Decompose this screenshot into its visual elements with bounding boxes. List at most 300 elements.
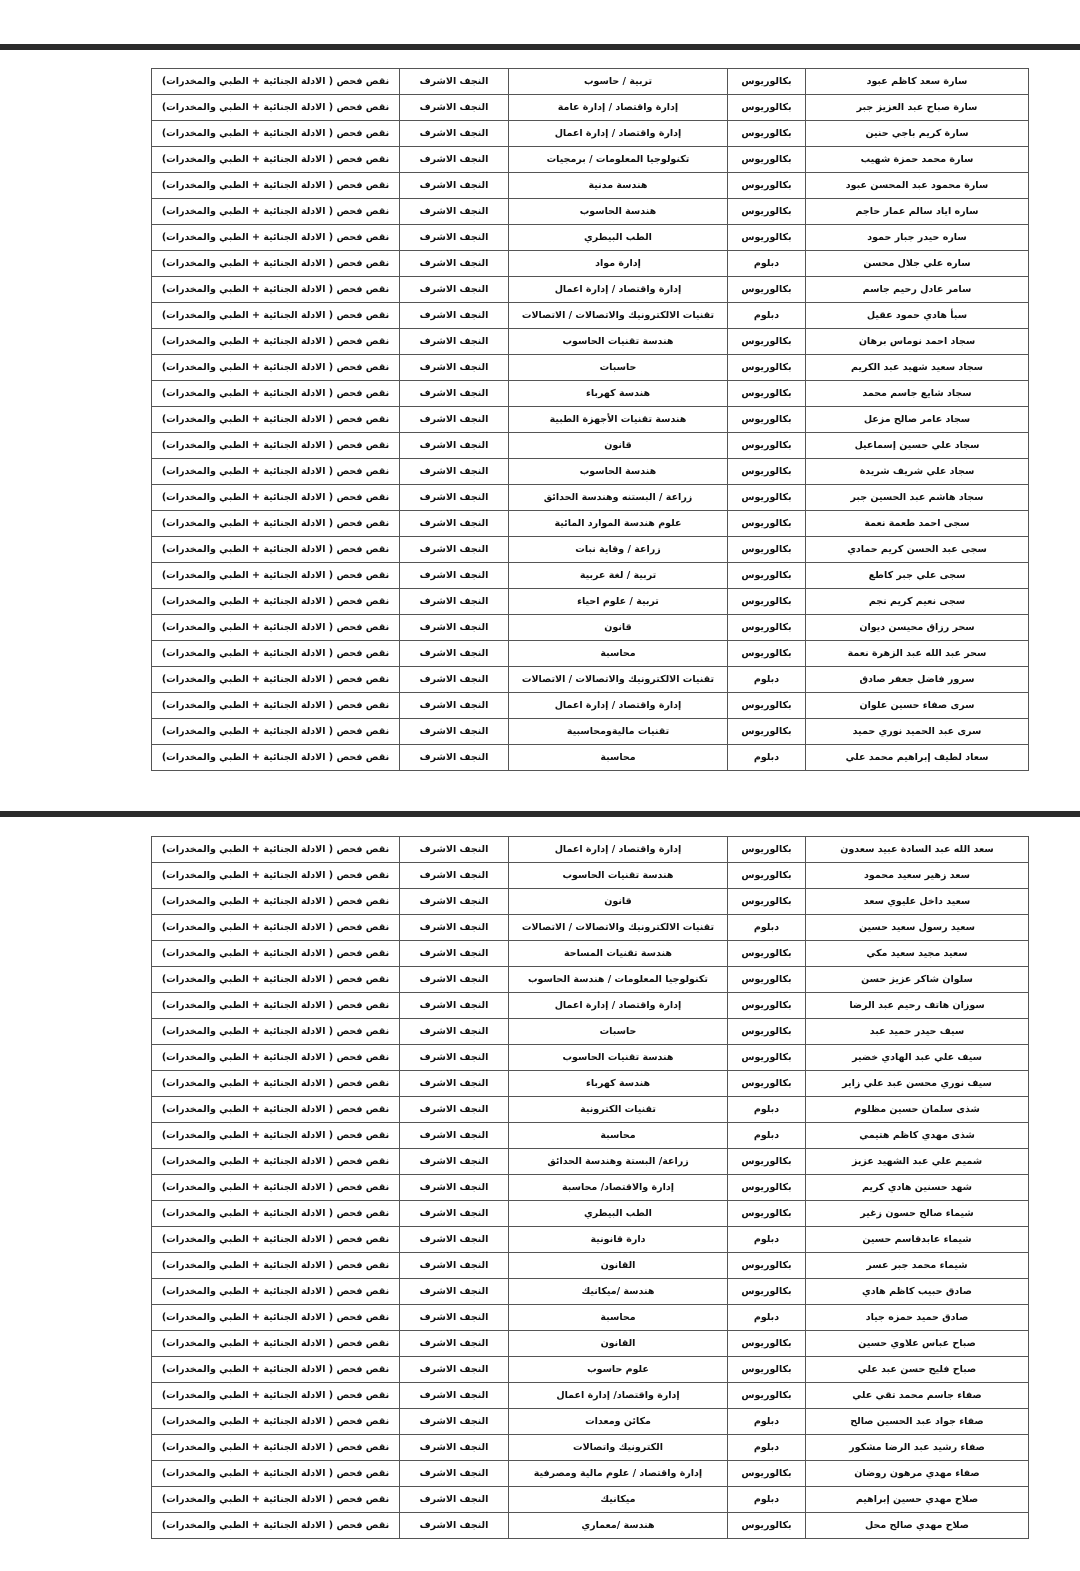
table-row xyxy=(152,303,1029,329)
specialization-cell: محاسبة xyxy=(509,1305,728,1331)
table-row xyxy=(152,1409,1029,1435)
name-cell: شيماء عابدقاسم حسين xyxy=(806,1227,1029,1253)
specialization-cell: تقنيات الالكترونيك والاتصالات / الاتصالات xyxy=(509,303,728,329)
reason-cell: نقص فحص ( الادلة الجنائية + الطبي والمخدرات) xyxy=(152,1071,400,1097)
governorate-cell: النجف الاشرف xyxy=(400,1227,509,1253)
specialization-cell: حاسبات xyxy=(509,1019,728,1045)
specialization-cell: هندسة تقنيات الحاسوب xyxy=(509,863,728,889)
specialization-cell: إدارة والاقتصاد/ محاسبة xyxy=(509,1175,728,1201)
governorate-cell: النجف الاشرف xyxy=(400,1305,509,1331)
name-cell: سبأ هادي حمود عقيل xyxy=(806,303,1029,329)
specialization-cell: زراعة / وقاية نبات xyxy=(509,537,728,563)
table-row xyxy=(152,1253,1029,1279)
governorate-cell: النجف الاشرف xyxy=(400,121,509,147)
governorate-cell: النجف الاشرف xyxy=(400,837,509,863)
name-cell: سرى عبد الحميد نوري حميد xyxy=(806,719,1029,745)
degree-cell: بكالوريوس xyxy=(728,1357,806,1383)
governorate-cell: النجف الاشرف xyxy=(400,563,509,589)
degree-cell: بكالوريوس xyxy=(728,1383,806,1409)
name-cell: ساره اياد سالم عمار حاجم xyxy=(806,199,1029,225)
table-row xyxy=(152,225,1029,251)
name-cell: سرور فاضل جعفر صادق xyxy=(806,667,1029,693)
degree-cell: بكالوريوس xyxy=(728,967,806,993)
table-row xyxy=(152,1149,1029,1175)
reason-cell: نقص فحص ( الادلة الجنائية + الطبي والمخدرات) xyxy=(152,69,400,95)
name-cell: صادق حبيب كاظم هادي xyxy=(806,1279,1029,1305)
degree-cell: بكالوريوس xyxy=(728,1279,806,1305)
table-row xyxy=(152,667,1029,693)
governorate-cell: النجف الاشرف xyxy=(400,1331,509,1357)
name-cell: سجاد علي شريف شريدة xyxy=(806,459,1029,485)
table-row xyxy=(152,459,1029,485)
name-cell: صادق حميد حمزه جياد xyxy=(806,1305,1029,1331)
specialization-cell: هندسة /معماري xyxy=(509,1513,728,1539)
table-row xyxy=(152,967,1029,993)
name-cell: شذى سلمان حسين مظلوم xyxy=(806,1097,1029,1123)
table-row xyxy=(152,941,1029,967)
specialization-cell: إدارة واقتصاد / إدارة اعمال xyxy=(509,993,728,1019)
table-row xyxy=(152,863,1029,889)
governorate-cell: النجف الاشرف xyxy=(400,1071,509,1097)
name-cell: سحر رزاق محيسن ديوان xyxy=(806,615,1029,641)
degree-cell: دبلوم xyxy=(728,1123,806,1149)
specialization-cell: ميكانيك xyxy=(509,1487,728,1513)
name-cell: شميم علي عبد الشهيد عزيز xyxy=(806,1149,1029,1175)
degree-cell: دبلوم xyxy=(728,915,806,941)
reason-cell: نقص فحص ( الادلة الجنائية + الطبي والمخدرات) xyxy=(152,511,400,537)
table-row xyxy=(152,889,1029,915)
specialization-cell: هندسة كهرباء xyxy=(509,1071,728,1097)
governorate-cell: النجف الاشرف xyxy=(400,745,509,771)
specialization-cell: تقنيات الكترونية xyxy=(509,1097,728,1123)
specialization-cell: القانون xyxy=(509,1331,728,1357)
name-cell: سارة صباح عبد العزيز جبر xyxy=(806,95,1029,121)
name-cell: سجى احمد طعمة نعمة xyxy=(806,511,1029,537)
governorate-cell: النجف الاشرف xyxy=(400,225,509,251)
name-cell: سارة محمد حمزة شهيب xyxy=(806,147,1029,173)
reason-cell: نقص فحص ( الادلة الجنائية + الطبي والمخدرات) xyxy=(152,745,400,771)
reason-cell: نقص فحص ( الادلة الجنائية + الطبي والمخدرات) xyxy=(152,1175,400,1201)
reason-cell: نقص فحص ( الادلة الجنائية + الطبي والمخدرات) xyxy=(152,277,400,303)
governorate-cell: النجف الاشرف xyxy=(400,1019,509,1045)
reason-cell: نقص فحص ( الادلة الجنائية + الطبي والمخدرات) xyxy=(152,147,400,173)
table-row xyxy=(152,615,1029,641)
name-cell: سجاد احمد نوماس برهان xyxy=(806,329,1029,355)
reason-cell: نقص فحص ( الادلة الجنائية + الطبي والمخدرات) xyxy=(152,537,400,563)
specialization-cell: قانون xyxy=(509,615,728,641)
table-row xyxy=(152,173,1029,199)
governorate-cell: النجف الاشرف xyxy=(400,69,509,95)
degree-cell: دبلوم xyxy=(728,1409,806,1435)
page-divider-top xyxy=(0,44,1080,50)
governorate-cell: النجف الاشرف xyxy=(400,1279,509,1305)
name-cell: صباح فليح حسن عبد علي xyxy=(806,1357,1029,1383)
name-cell: صلاح مهدي حسين إبراهيم xyxy=(806,1487,1029,1513)
governorate-cell: النجف الاشرف xyxy=(400,173,509,199)
specialization-cell: تكنولوجيا المعلومات / هندسة الحاسوب xyxy=(509,967,728,993)
reason-cell: نقص فحص ( الادلة الجنائية + الطبي والمخدرات) xyxy=(152,1409,400,1435)
name-cell: سجاد هاشم عبد الحسين جبر xyxy=(806,485,1029,511)
governorate-cell: النجف الاشرف xyxy=(400,511,509,537)
reason-cell: نقص فحص ( الادلة الجنائية + الطبي والمخدرات) xyxy=(152,615,400,641)
degree-cell: بكالوريوس xyxy=(728,329,806,355)
name-cell: صفاء جاسم محمد تقي علي xyxy=(806,1383,1029,1409)
table-row xyxy=(152,199,1029,225)
reason-cell: نقص فحص ( الادلة الجنائية + الطبي والمخدرات) xyxy=(152,459,400,485)
specialization-cell: مكائن ومعدات xyxy=(509,1409,728,1435)
specialization-cell: تقنيات ماليةومحاسبية xyxy=(509,719,728,745)
specialization-cell: زراعة/ البستة وهندسة الحدائق xyxy=(509,1149,728,1175)
degree-cell: بكالوريوس xyxy=(728,615,806,641)
specialization-cell: هندسة تقنيات الحاسوب xyxy=(509,329,728,355)
name-cell: سامر عادل رحيم جاسم xyxy=(806,277,1029,303)
table-row xyxy=(152,1227,1029,1253)
name-cell: سيف حيدر حميد عبد xyxy=(806,1019,1029,1045)
specialization-cell: الكترونيك واتصالات xyxy=(509,1435,728,1461)
name-cell: سجى نعيم كريم نجم xyxy=(806,589,1029,615)
name-cell: شهد حسنين هادي كريم xyxy=(806,1175,1029,1201)
specialization-cell: القانون xyxy=(509,1253,728,1279)
governorate-cell: النجف الاشرف xyxy=(400,993,509,1019)
name-cell: ساره علي جلال محسن xyxy=(806,251,1029,277)
name-cell: سيف نوري محسن عبد علي زاير xyxy=(806,1071,1029,1097)
specialization-cell: حاسبات xyxy=(509,355,728,381)
degree-cell: بكالوريوس xyxy=(728,1071,806,1097)
specialization-cell: تقنيات الالكترونيك والاتصالات / الاتصالات xyxy=(509,667,728,693)
table-row xyxy=(152,1123,1029,1149)
specialization-cell: هندسة تقنيات الحاسوب xyxy=(509,1045,728,1071)
reason-cell: نقص فحص ( الادلة الجنائية + الطبي والمخدرات) xyxy=(152,433,400,459)
degree-cell: بكالوريوس xyxy=(728,563,806,589)
degree-cell: بكالوريوس xyxy=(728,381,806,407)
specialization-cell: دارة قانونية xyxy=(509,1227,728,1253)
reason-cell: نقص فحص ( الادلة الجنائية + الطبي والمخدرات) xyxy=(152,1123,400,1149)
reason-cell: نقص فحص ( الادلة الجنائية + الطبي والمخدرات) xyxy=(152,563,400,589)
specialization-cell: إدارة واقتصاد / علوم مالية ومصرفية xyxy=(509,1461,728,1487)
table-row xyxy=(152,641,1029,667)
name-cell: صفاء جواد عبد الحسين صالح xyxy=(806,1409,1029,1435)
table-row xyxy=(152,915,1029,941)
reason-cell: نقص فحص ( الادلة الجنائية + الطبي والمخدرات) xyxy=(152,199,400,225)
degree-cell: بكالوريوس xyxy=(728,719,806,745)
specialization-cell: إدارة واقتصاد/ إدارة اعمال xyxy=(509,1383,728,1409)
reason-cell: نقص فحص ( الادلة الجنائية + الطبي والمخدرات) xyxy=(152,225,400,251)
reason-cell: نقص فحص ( الادلة الجنائية + الطبي والمخدرات) xyxy=(152,173,400,199)
reason-cell: نقص فحص ( الادلة الجنائية + الطبي والمخدرات) xyxy=(152,1461,400,1487)
reason-cell: نقص فحص ( الادلة الجنائية + الطبي والمخدرات) xyxy=(152,967,400,993)
specialization-cell: تقنيات الالكترونيك والاتصالات / الاتصالات xyxy=(509,915,728,941)
specialization-cell: علوم هندسة الموارد المائية xyxy=(509,511,728,537)
table-row xyxy=(152,1487,1029,1513)
table-row xyxy=(152,745,1029,771)
degree-cell: بكالوريوس xyxy=(728,1045,806,1071)
name-cell: سوزان هاتف رحيم عبد الرضا xyxy=(806,993,1029,1019)
name-cell: سجاد عامر صالح مزعل xyxy=(806,407,1029,433)
page-divider-middle xyxy=(0,811,1080,817)
name-cell: سجاد شايع جاسم محمد xyxy=(806,381,1029,407)
name-cell: سارة سعد كاظم عبود xyxy=(806,69,1029,95)
table-row xyxy=(152,95,1029,121)
results-table-page-1 xyxy=(151,68,1029,771)
table-row xyxy=(152,1357,1029,1383)
name-cell: سجاد سعيد شهيد عبد الكريم xyxy=(806,355,1029,381)
table-row xyxy=(152,329,1029,355)
reason-cell: نقص فحص ( الادلة الجنائية + الطبي والمخدرات) xyxy=(152,1045,400,1071)
degree-cell: بكالوريوس xyxy=(728,837,806,863)
table-row xyxy=(152,485,1029,511)
reason-cell: نقص فحص ( الادلة الجنائية + الطبي والمخدرات) xyxy=(152,485,400,511)
governorate-cell: النجف الاشرف xyxy=(400,1487,509,1513)
table-row xyxy=(152,1097,1029,1123)
governorate-cell: النجف الاشرف xyxy=(400,693,509,719)
table-row xyxy=(152,589,1029,615)
governorate-cell: النجف الاشرف xyxy=(400,941,509,967)
name-cell: صباح عباس علاوي حسين xyxy=(806,1331,1029,1357)
reason-cell: نقص فحص ( الادلة الجنائية + الطبي والمخدرات) xyxy=(152,381,400,407)
reason-cell: نقص فحص ( الادلة الجنائية + الطبي والمخدرات) xyxy=(152,719,400,745)
specialization-cell: إدارة واقتصاد / إدارة اعمال xyxy=(509,837,728,863)
governorate-cell: النجف الاشرف xyxy=(400,1253,509,1279)
governorate-cell: النجف الاشرف xyxy=(400,199,509,225)
governorate-cell: النجف الاشرف xyxy=(400,1461,509,1487)
reason-cell: نقص فحص ( الادلة الجنائية + الطبي والمخدرات) xyxy=(152,1383,400,1409)
degree-cell: دبلوم xyxy=(728,1305,806,1331)
governorate-cell: النجف الاشرف xyxy=(400,1175,509,1201)
degree-cell: بكالوريوس xyxy=(728,993,806,1019)
table-row xyxy=(152,837,1029,863)
results-table-page-2 xyxy=(151,836,1029,1539)
degree-cell: بكالوريوس xyxy=(728,1175,806,1201)
degree-cell: بكالوريوس xyxy=(728,433,806,459)
governorate-cell: النجف الاشرف xyxy=(400,1097,509,1123)
table-row xyxy=(152,1175,1029,1201)
degree-cell: بكالوريوس xyxy=(728,1149,806,1175)
specialization-cell: إدارة مواد xyxy=(509,251,728,277)
governorate-cell: النجف الاشرف xyxy=(400,95,509,121)
table-row xyxy=(152,511,1029,537)
reason-cell: نقص فحص ( الادلة الجنائية + الطبي والمخدرات) xyxy=(152,693,400,719)
reason-cell: نقص فحص ( الادلة الجنائية + الطبي والمخدرات) xyxy=(152,1227,400,1253)
degree-cell: بكالوريوس xyxy=(728,95,806,121)
name-cell: سيف علي عبد الهادي خضير xyxy=(806,1045,1029,1071)
degree-cell: دبلوم xyxy=(728,303,806,329)
specialization-cell: تكنولوجيا المعلومات / برمجيات xyxy=(509,147,728,173)
reason-cell: نقص فحص ( الادلة الجنائية + الطبي والمخدرات) xyxy=(152,941,400,967)
degree-cell: بكالوريوس xyxy=(728,863,806,889)
reason-cell: نقص فحص ( الادلة الجنائية + الطبي والمخدرات) xyxy=(152,121,400,147)
reason-cell: نقص فحص ( الادلة الجنائية + الطبي والمخدرات) xyxy=(152,1149,400,1175)
reason-cell: نقص فحص ( الادلة الجنائية + الطبي والمخدرات) xyxy=(152,915,400,941)
governorate-cell: النجف الاشرف xyxy=(400,889,509,915)
table-row xyxy=(152,537,1029,563)
reason-cell: نقص فحص ( الادلة الجنائية + الطبي والمخدرات) xyxy=(152,863,400,889)
reason-cell: نقص فحص ( الادلة الجنائية + الطبي والمخدرات) xyxy=(152,889,400,915)
governorate-cell: النجف الاشرف xyxy=(400,615,509,641)
reason-cell: نقص فحص ( الادلة الجنائية + الطبي والمخدرات) xyxy=(152,1357,400,1383)
degree-cell: بكالوريوس xyxy=(728,199,806,225)
specialization-cell: زراعة / البستنه وهندسة الحدائق xyxy=(509,485,728,511)
governorate-cell: النجف الاشرف xyxy=(400,381,509,407)
name-cell: سجى عبد الحسن كريم حمادي xyxy=(806,537,1029,563)
reason-cell: نقص فحص ( الادلة الجنائية + الطبي والمخدرات) xyxy=(152,329,400,355)
specialization-cell: إدارة واقتصاد / إدارة اعمال xyxy=(509,277,728,303)
degree-cell: بكالوريوس xyxy=(728,1513,806,1539)
governorate-cell: النجف الاشرف xyxy=(400,915,509,941)
table-row xyxy=(152,251,1029,277)
degree-cell: بكالوريوس xyxy=(728,147,806,173)
degree-cell: دبلوم xyxy=(728,251,806,277)
governorate-cell: النجف الاشرف xyxy=(400,537,509,563)
table-row xyxy=(152,1305,1029,1331)
degree-cell: بكالوريوس xyxy=(728,485,806,511)
governorate-cell: النجف الاشرف xyxy=(400,589,509,615)
governorate-cell: النجف الاشرف xyxy=(400,303,509,329)
name-cell: صفاء مهدي مرهون روضان xyxy=(806,1461,1029,1487)
specialization-cell: هندسة الحاسوب xyxy=(509,459,728,485)
specialization-cell: تربية / لغة عربية xyxy=(509,563,728,589)
reason-cell: نقص فحص ( الادلة الجنائية + الطبي والمخدرات) xyxy=(152,589,400,615)
table-row xyxy=(152,381,1029,407)
degree-cell: بكالوريوس xyxy=(728,693,806,719)
governorate-cell: النجف الاشرف xyxy=(400,1409,509,1435)
table-row xyxy=(152,407,1029,433)
reason-cell: نقص فحص ( الادلة الجنائية + الطبي والمخدرات) xyxy=(152,251,400,277)
table-row xyxy=(152,1045,1029,1071)
name-cell: ساره حيدر جبار حمود xyxy=(806,225,1029,251)
reason-cell: نقص فحص ( الادلة الجنائية + الطبي والمخدرات) xyxy=(152,1513,400,1539)
governorate-cell: النجف الاشرف xyxy=(400,1357,509,1383)
reason-cell: نقص فحص ( الادلة الجنائية + الطبي والمخدرات) xyxy=(152,1201,400,1227)
name-cell: سحر عبد الله عبد الزهرة نعمة xyxy=(806,641,1029,667)
table-row xyxy=(152,1461,1029,1487)
specialization-cell: هندسة /ميكانيك xyxy=(509,1279,728,1305)
name-cell: شذى مهدي كاظم هتيمي xyxy=(806,1123,1029,1149)
name-cell: صلاح مهدي صالح محل xyxy=(806,1513,1029,1539)
specialization-cell: تربية / حاسوب xyxy=(509,69,728,95)
table-row xyxy=(152,993,1029,1019)
degree-cell: بكالوريوس xyxy=(728,355,806,381)
name-cell: سعيد مجيد سعيد مكي xyxy=(806,941,1029,967)
degree-cell: بكالوريوس xyxy=(728,173,806,199)
degree-cell: بكالوريوس xyxy=(728,459,806,485)
table-row xyxy=(152,719,1029,745)
governorate-cell: النجف الاشرف xyxy=(400,1435,509,1461)
governorate-cell: النجف الاشرف xyxy=(400,433,509,459)
reason-cell: نقص فحص ( الادلة الجنائية + الطبي والمخدرات) xyxy=(152,1253,400,1279)
table-row xyxy=(152,1071,1029,1097)
table-row xyxy=(152,1513,1029,1539)
specialization-cell: قانون xyxy=(509,889,728,915)
table-row xyxy=(152,1279,1029,1305)
degree-cell: بكالوريوس xyxy=(728,277,806,303)
governorate-cell: النجف الاشرف xyxy=(400,1383,509,1409)
governorate-cell: النجف الاشرف xyxy=(400,251,509,277)
governorate-cell: النجف الاشرف xyxy=(400,667,509,693)
reason-cell: نقص فحص ( الادلة الجنائية + الطبي والمخدرات) xyxy=(152,1435,400,1461)
specialization-cell: هندسة مدنية xyxy=(509,173,728,199)
degree-cell: بكالوريوس xyxy=(728,1461,806,1487)
degree-cell: بكالوريوس xyxy=(728,1253,806,1279)
governorate-cell: النجف الاشرف xyxy=(400,407,509,433)
name-cell: سعيد رسول سعيد حسين xyxy=(806,915,1029,941)
reason-cell: نقص فحص ( الادلة الجنائية + الطبي والمخدرات) xyxy=(152,1487,400,1513)
specialization-cell: محاسبة xyxy=(509,1123,728,1149)
degree-cell: بكالوريوس xyxy=(728,1201,806,1227)
table-row xyxy=(152,355,1029,381)
reason-cell: نقص فحص ( الادلة الجنائية + الطبي والمخدرات) xyxy=(152,303,400,329)
table-row xyxy=(152,69,1029,95)
degree-cell: دبلوم xyxy=(728,745,806,771)
governorate-cell: النجف الاشرف xyxy=(400,459,509,485)
governorate-cell: النجف الاشرف xyxy=(400,277,509,303)
governorate-cell: النجف الاشرف xyxy=(400,1201,509,1227)
reason-cell: نقص فحص ( الادلة الجنائية + الطبي والمخدرات) xyxy=(152,355,400,381)
specialization-cell: الطب البيطري xyxy=(509,1201,728,1227)
reason-cell: نقص فحص ( الادلة الجنائية + الطبي والمخدرات) xyxy=(152,1019,400,1045)
name-cell: شيماء صالح حسون زغير xyxy=(806,1201,1029,1227)
table-row xyxy=(152,147,1029,173)
table-row xyxy=(152,277,1029,303)
reason-cell: نقص فحص ( الادلة الجنائية + الطبي والمخدرات) xyxy=(152,837,400,863)
reason-cell: نقص فحص ( الادلة الجنائية + الطبي والمخدرات) xyxy=(152,641,400,667)
degree-cell: دبلوم xyxy=(728,1435,806,1461)
specialization-cell: محاسبة xyxy=(509,745,728,771)
reason-cell: نقص فحص ( الادلة الجنائية + الطبي والمخدرات) xyxy=(152,667,400,693)
specialization-cell: الطب البيطري xyxy=(509,225,728,251)
table-row xyxy=(152,1201,1029,1227)
governorate-cell: النجف الاشرف xyxy=(400,1149,509,1175)
degree-cell: دبلوم xyxy=(728,1487,806,1513)
reason-cell: نقص فحص ( الادلة الجنائية + الطبي والمخدرات) xyxy=(152,1279,400,1305)
name-cell: سارة كريم باجي حنين xyxy=(806,121,1029,147)
governorate-cell: النجف الاشرف xyxy=(400,719,509,745)
name-cell: سارة محمود عبد المحسن عبود xyxy=(806,173,1029,199)
reason-cell: نقص فحص ( الادلة الجنائية + الطبي والمخدرات) xyxy=(152,95,400,121)
governorate-cell: النجف الاشرف xyxy=(400,147,509,173)
specialization-cell: محاسبة xyxy=(509,641,728,667)
reason-cell: نقص فحص ( الادلة الجنائية + الطبي والمخدرات) xyxy=(152,1097,400,1123)
degree-cell: بكالوريوس xyxy=(728,941,806,967)
degree-cell: بكالوريوس xyxy=(728,511,806,537)
degree-cell: بكالوريوس xyxy=(728,121,806,147)
reason-cell: نقص فحص ( الادلة الجنائية + الطبي والمخدرات) xyxy=(152,993,400,1019)
table-row xyxy=(152,1383,1029,1409)
governorate-cell: النجف الاشرف xyxy=(400,1123,509,1149)
specialization-cell: قانون xyxy=(509,433,728,459)
name-cell: سعاد لطيف إبراهيم محمد علي xyxy=(806,745,1029,771)
degree-cell: بكالوريوس xyxy=(728,69,806,95)
specialization-cell: إدارة واقتصاد / إدارة اعمال xyxy=(509,121,728,147)
governorate-cell: النجف الاشرف xyxy=(400,967,509,993)
reason-cell: نقص فحص ( الادلة الجنائية + الطبي والمخدرات) xyxy=(152,1331,400,1357)
reason-cell: نقص فحص ( الادلة الجنائية + الطبي والمخدرات) xyxy=(152,1305,400,1331)
degree-cell: دبلوم xyxy=(728,1227,806,1253)
specialization-cell: تربية / علوم احياء xyxy=(509,589,728,615)
specialization-cell: إدارة واقتصاد / إدارة عامة xyxy=(509,95,728,121)
table-row xyxy=(152,433,1029,459)
name-cell: سعد الله عبد السادة عبيد سعدون xyxy=(806,837,1029,863)
name-cell: سعد زهير سعيد محمود xyxy=(806,863,1029,889)
governorate-cell: النجف الاشرف xyxy=(400,641,509,667)
name-cell: سلوان شاكر عزيز حسن xyxy=(806,967,1029,993)
name-cell: سجى علي جبر كاطع xyxy=(806,563,1029,589)
table-row xyxy=(152,121,1029,147)
governorate-cell: النجف الاشرف xyxy=(400,355,509,381)
governorate-cell: النجف الاشرف xyxy=(400,485,509,511)
degree-cell: بكالوريوس xyxy=(728,225,806,251)
degree-cell: بكالوريوس xyxy=(728,889,806,915)
degree-cell: دبلوم xyxy=(728,667,806,693)
